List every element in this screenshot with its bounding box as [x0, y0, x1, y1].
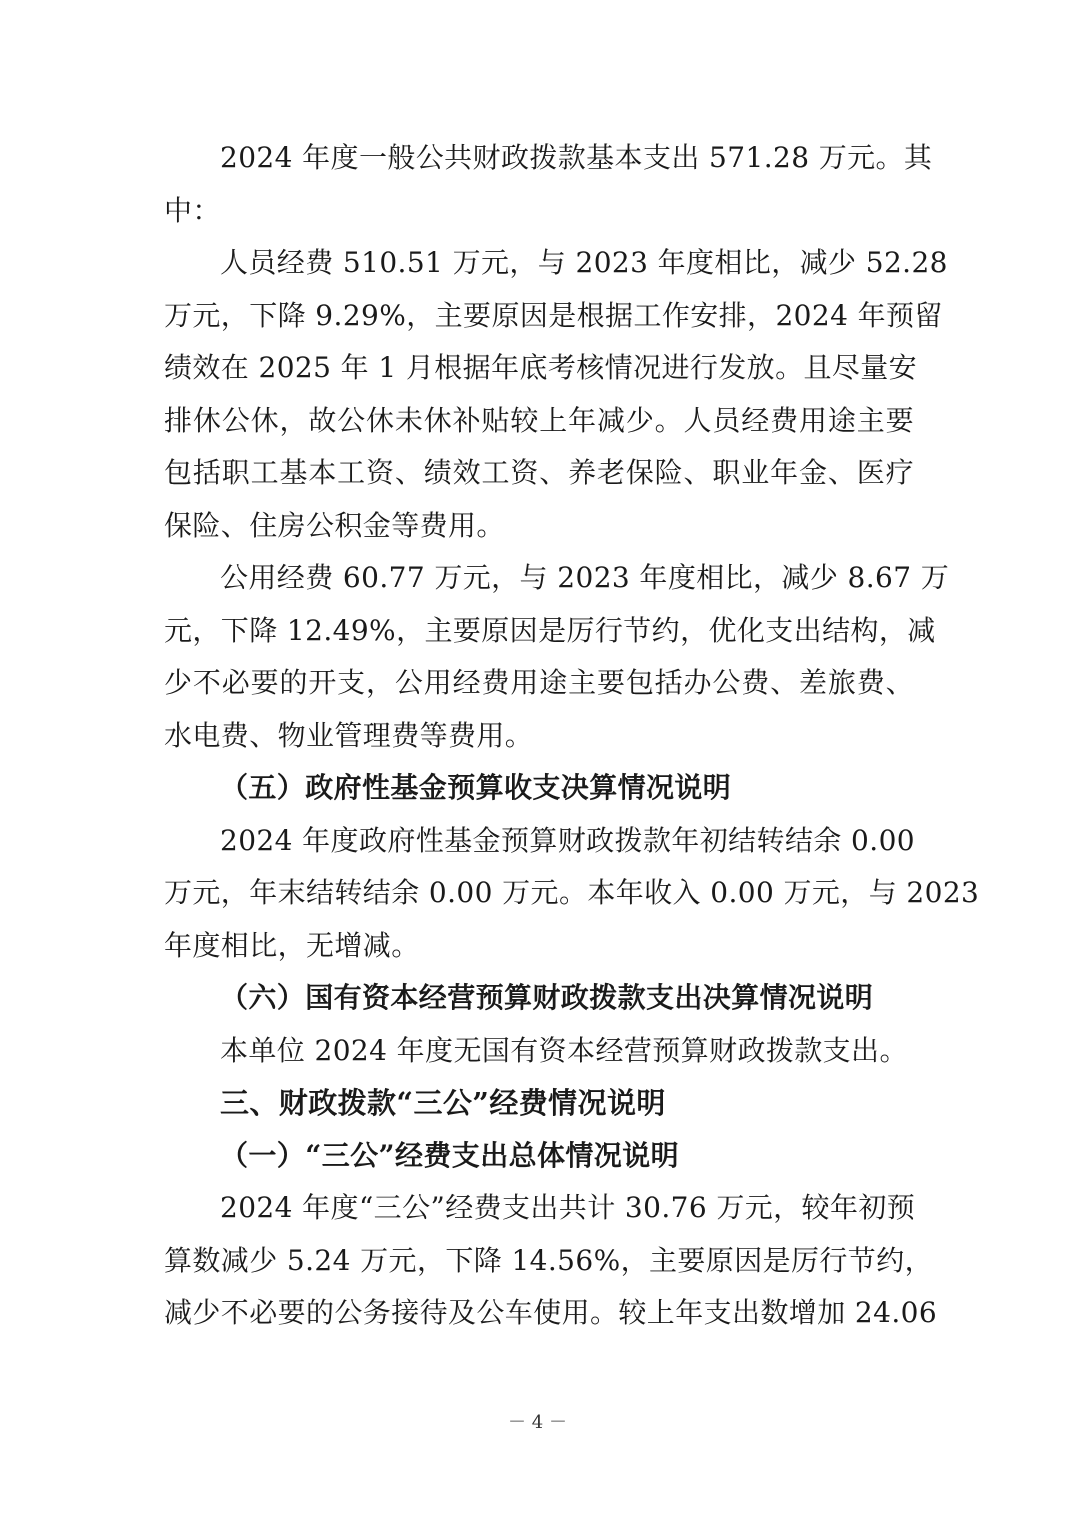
text-line: 万元，年末结转结余 0.00 万元。本年收入 0.00 万元，与 2023 — [164, 876, 980, 909]
text-line: 绩效在 2025 年 1 月根据年底考核情况进行发放。且尽量安 — [164, 351, 918, 384]
section-heading-three-public-overview: （一）“三公”经费支出总体情况说明 — [220, 1138, 680, 1172]
section-heading-government-fund: （五）政府性基金预算收支决算情况说明 — [220, 771, 732, 804]
page-number: － 4 － — [508, 1412, 567, 1433]
text-line: 减少不必要的公务接待及公车使用。较上年支出数增加 24.06 — [164, 1296, 938, 1329]
text-line: 保险、住房公积金等费用。 — [164, 508, 505, 542]
text-line: 排休公休，故公休未休补贴较上年减少。人员经费用途主要 — [164, 403, 914, 437]
section-heading-state-capital: （六）国有资本经营预算财政拨款支出决算情况说明 — [220, 981, 874, 1014]
text-line: 2024 年度政府性基金预算财政拨款年初结转结余 0.00 — [220, 823, 916, 857]
paragraph-three-public-overview — [164, 1182, 938, 1340]
text-line: 包括职工基本工资、绩效工资、养老保险、职业年金、医疗 — [164, 456, 914, 489]
text-line: 水电费、物业管理费等费用。 — [164, 718, 534, 752]
text-line: 人员经费 510.51 万元，与 2023 年度相比，减少 52.28 — [220, 246, 948, 279]
chapter-heading-three-public: 三、财政拨款“三公”经费情况说明 — [220, 1086, 666, 1120]
text-line: 中： — [164, 193, 221, 227]
text-line: 2024 年度“三公”经费支出共计 30.76 万元，较年初预 — [220, 1191, 916, 1224]
paragraph-government-fund — [164, 815, 980, 973]
paragraph-state-capital — [164, 1025, 914, 1078]
text-line: 少不必要的开支，公用经费用途主要包括办公费、差旅费、 — [164, 666, 914, 699]
paragraph-public-expenses — [164, 552, 950, 762]
text-line: 元，下降 12.49%，主要原因是厉行节约，优化支出结构，减 — [164, 613, 936, 647]
text-line: 年度相比，无增减。 — [164, 928, 420, 962]
text-line: 2024 年度一般公共财政拨款基本支出 571.28 万元。其 — [220, 141, 933, 174]
document-body — [164, 132, 980, 1340]
paragraph-personnel-expenses — [164, 237, 948, 552]
text-line: 万元，下降 9.29%，主要原因是根据工作安排，2024 年预留 — [164, 298, 943, 332]
text-line: 算数减少 5.24 万元，下降 14.56%，主要原因是厉行节约， — [164, 1243, 934, 1277]
text-line: 公用经费 60.77 万元，与 2023 年度相比，减少 8.67 万 — [220, 561, 950, 594]
text-line: 本单位 2024 年度无国有资本经营预算财政拨款支出。 — [220, 1033, 908, 1067]
paragraph-basic-expenditure — [164, 132, 933, 237]
